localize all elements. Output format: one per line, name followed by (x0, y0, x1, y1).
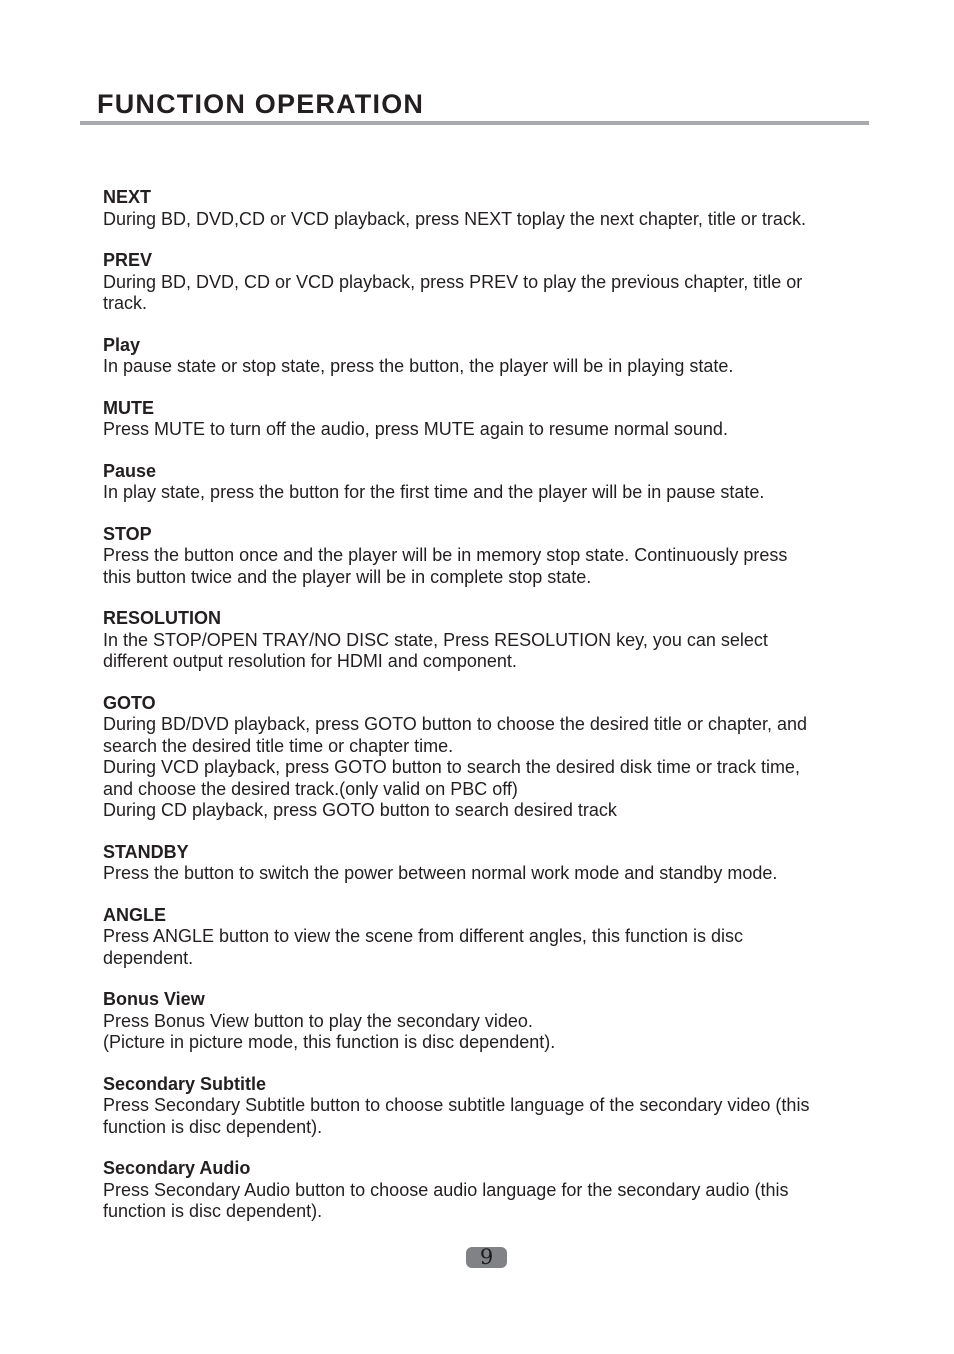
section-description-line: In pause state or stop state, press the button, the player will be in playing state. (103, 356, 734, 376)
function-section (103, 905, 863, 970)
section-description-line: Press Bonus View button to play the secondary video. (103, 1010, 533, 1031)
section-heading: ANGLE (103, 904, 166, 925)
section-description-line: During CD playback, press GOTO button to search desired track (103, 800, 617, 820)
function-section (103, 842, 863, 885)
section-heading: Play (103, 334, 141, 355)
section-description-line: During BD, DVD, CD or VCD playback, press PREV to play the previous chapter, title or (103, 271, 803, 292)
page-title: FUNCTION OPERATION (97, 89, 425, 119)
section-heading: NEXT (103, 187, 152, 207)
section-description-line: In play state, press the button for the first time and the player will be in pause state. (103, 482, 765, 502)
section-description-line: Press the button to switch the power between normal work mode and standby mode. (103, 863, 778, 883)
section-description-line: During BD/DVD playback, press GOTO button to choose the desired title or chapter, and (103, 714, 808, 734)
function-section (103, 524, 863, 589)
section-description-line: Press ANGLE button to view the scene from different angles, this function is disc (103, 926, 743, 946)
section-heading: Secondary Audio (103, 1158, 251, 1178)
section-description-line: and choose the desired track.(only valid on PBC off) (103, 778, 518, 799)
section-description-line: Press Secondary Subtitle button to choose subtitle language of the secondary video (this (103, 1095, 810, 1115)
section-description-line: function is disc dependent). (103, 1201, 323, 1221)
function-section (103, 335, 863, 378)
section-heading: MUTE (103, 397, 154, 418)
section-heading: PREV (103, 250, 153, 270)
function-section (103, 250, 863, 315)
section-heading: RESOLUTION (103, 608, 222, 628)
section-description-line: track. (103, 293, 148, 313)
function-section (103, 461, 863, 504)
function-section (103, 989, 863, 1054)
function-section (103, 398, 863, 441)
section-heading: STANDBY (103, 841, 189, 862)
section-description-line: Press Secondary Audio button to choose audio language for the secondary audio (this (103, 1179, 789, 1200)
section-description-line: During BD, DVD,CD or VCD playback, press NEXT toplay the next chapter, title or track. (103, 208, 806, 229)
section-description-line: dependent. (103, 947, 194, 968)
section-description-line: In the STOP/OPEN TRAY/NO DISC state, Press RESOLUTION key, you can select (103, 629, 768, 650)
section-description-line: Press MUTE to turn off the audio, press MUTE again to resume normal sound. (103, 419, 728, 439)
section-description-line: Press the button once and the player will be in memory stop state. Continuously press (103, 545, 788, 565)
section-description-line: different output resolution for HDMI and component. (103, 651, 517, 671)
function-section (103, 1074, 863, 1139)
function-section (103, 693, 863, 822)
function-section (103, 608, 863, 673)
section-heading: GOTO (103, 692, 156, 713)
section-description-line: During VCD playback, press GOTO button to search the desired disk time or track time, (103, 757, 800, 777)
page-number-badge: 9 (466, 1247, 507, 1268)
section-description-line: function is disc dependent). (103, 1116, 323, 1137)
section-heading: Pause (103, 460, 157, 481)
section-description-line: (Picture in picture mode, this function is disc dependent). (103, 1032, 556, 1052)
section-heading: STOP (103, 523, 152, 544)
section-heading: Secondary Subtitle (103, 1073, 267, 1094)
section-description-line: this button twice and the player will be in complete stop state. (103, 566, 592, 587)
title-underline-divider (80, 121, 869, 125)
function-section (103, 187, 863, 230)
section-heading: Bonus View (103, 989, 205, 1009)
section-description-line: search the desired title time or chapter time. (103, 735, 454, 756)
function-section (103, 1158, 863, 1223)
function-list (103, 187, 863, 1243)
